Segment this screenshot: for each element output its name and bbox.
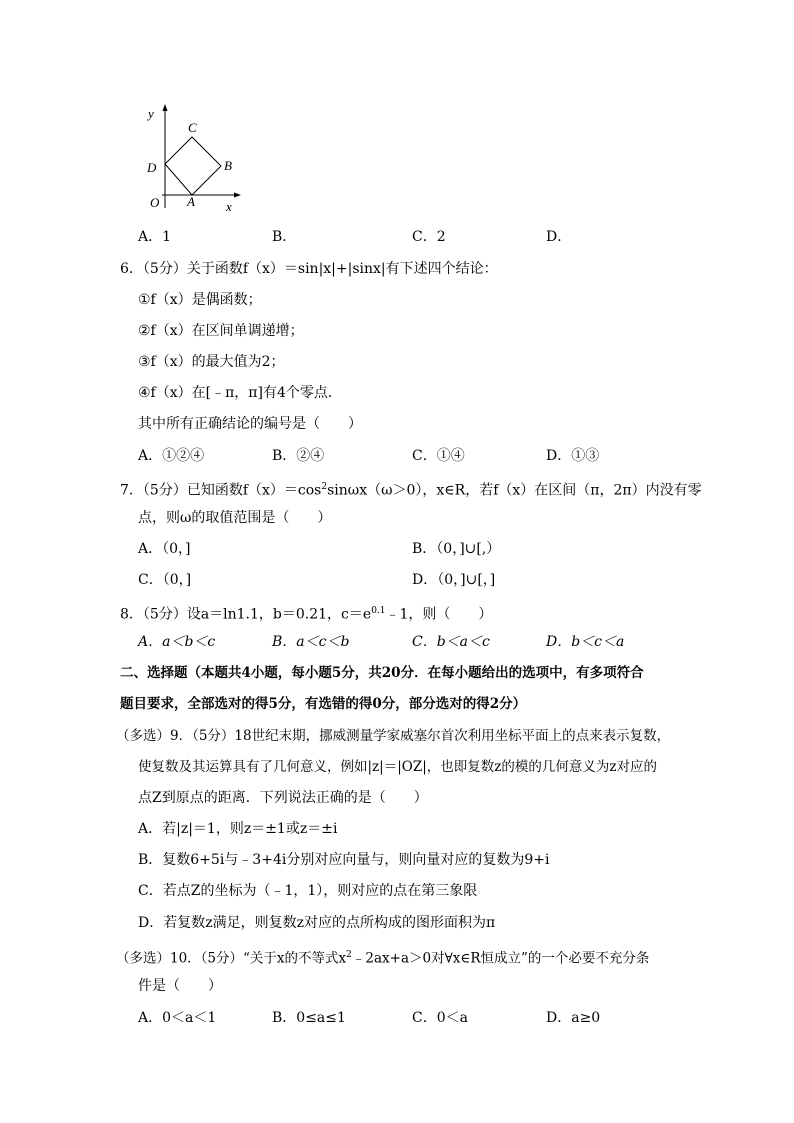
q8-option-c: C．b＜a＜c [412, 634, 490, 650]
label-b: B [224, 158, 232, 173]
q10-line2: 件是（ ） [138, 978, 222, 994]
q9-option-a: A．若|z|＝1，则z＝±1或z＝±i [138, 821, 338, 837]
q8-stem-sup: 0.1 [371, 606, 386, 616]
q7-stem-line2: 点，则ω的取值范围是（ ） [138, 510, 332, 526]
q6-stem: 6．（5分）关于函数f（x）＝sin|x|+|sinx|有下述四个结论： [120, 261, 498, 277]
q7-stem-part2: sinωx（ω＞0），x∈R，若f（x）在区间（π，2π）内没有零 [327, 482, 702, 499]
q6-option-d: D．①③ [546, 448, 600, 464]
label-a: A [187, 194, 195, 209]
q10-option-b: B．0≤a≤1 [272, 1010, 346, 1026]
square-abcd [165, 137, 221, 195]
q7-stem-part1: 7．（5分）已知函数f（x）＝cos [120, 482, 322, 499]
q10-line1 [116, 946, 649, 968]
label-d: D [147, 160, 157, 175]
q8-stem [120, 602, 492, 624]
q8-option-a: A．a＜b＜c [138, 634, 216, 650]
q5-option-d: D． [546, 229, 572, 245]
label-y: y [148, 106, 154, 121]
q6-option-c: C．①④ [412, 448, 465, 464]
q7-option-d: D．（0，]∪[，] [412, 572, 496, 588]
section2-heading-line2: 题目要求，全部选对的得5分，有选错的得0分，部分选对的得2分） [120, 696, 527, 712]
q10-line1-part2: ﹣2ax+a＞0对∀x∈R恒成立”的一个必要不充分条 [351, 950, 650, 967]
q7-option-b: B．（0，]∪[,） [412, 541, 501, 557]
q8-option-d: D．b＜c＜a [546, 634, 625, 650]
q7-option-a: A．（0，] [138, 541, 191, 557]
x-axis-arrow [234, 193, 241, 198]
y-axis-arrow [163, 104, 168, 111]
q5-option-c: C．2 [412, 229, 446, 245]
q5-option-b: B． [272, 229, 297, 245]
q6-item-2: ②f（x）在区间单调递增； [138, 323, 304, 339]
q7-stem [120, 478, 702, 500]
q10-option-c: C．0＜a [412, 1010, 468, 1026]
label-c: C [188, 120, 197, 135]
label-o: O [150, 195, 160, 210]
q7-stem-sup: 2 [321, 482, 328, 492]
q9-line2: 使复数及其运算具有了几何意义，例如|z|＝|OZ|，也即复数z的模的几何意义为z对应的 [138, 759, 657, 775]
q7-option-c: C．（0，] [138, 572, 192, 588]
q8-stem-part2: ﹣1，则（ ） [385, 606, 493, 623]
q6-ask: 其中所有正确结论的编号是（ ） [138, 416, 362, 432]
q6-option-b: B．②④ [272, 448, 325, 464]
q6-item-1: ①f（x）是偶函数； [138, 292, 262, 308]
q6-option-a: A．①②④ [138, 448, 205, 464]
q9-line1: （多选）9．（5分）18世纪末期，挪威测量学家威塞尔首次利用坐标平面上的点来表示复数， [116, 728, 671, 744]
q10-line1-sup: 2 [346, 950, 352, 960]
coordinate-figure [140, 100, 250, 215]
q8-stem-part1: 8．（5分）设a＝ln1.1，b＝0.21，c＝e [120, 606, 372, 623]
section2-heading-line1: 二、选择题（本题共4小题，每小题5分，共20分．在每小题给出的选项中，有多项符合 [120, 665, 644, 681]
q5-option-a: A．1 [138, 229, 172, 245]
q10-option-d: D．a≥0 [546, 1010, 601, 1026]
q10-option-a: A．0＜a＜1 [138, 1010, 217, 1026]
q6-item-3: ③f（x）的最大值为2； [138, 354, 285, 370]
q8-option-b: B．a＜c＜b [272, 634, 350, 650]
label-x: x [226, 199, 232, 214]
q9-option-d: D．若复数z满足，则复数z对应的点所构成的图形面积为π [138, 915, 496, 931]
q6-item-4: ④f（x）在[﹣π，π]有4个零点． [138, 385, 342, 401]
q9-line3: 点Z到原点的距离．下列说法正确的是（ ） [138, 790, 428, 806]
q9-option-b: B．复数6+5i与﹣3+4i分别对应向量与，则向量对应的复数为9+i [138, 852, 550, 868]
q9-option-c: C．若点Z的坐标为（﹣1，1），则对应的点在第三象限 [138, 883, 478, 899]
q10-line1-part1: （多选）10．（5分）“关于x的不等式x [116, 950, 347, 967]
